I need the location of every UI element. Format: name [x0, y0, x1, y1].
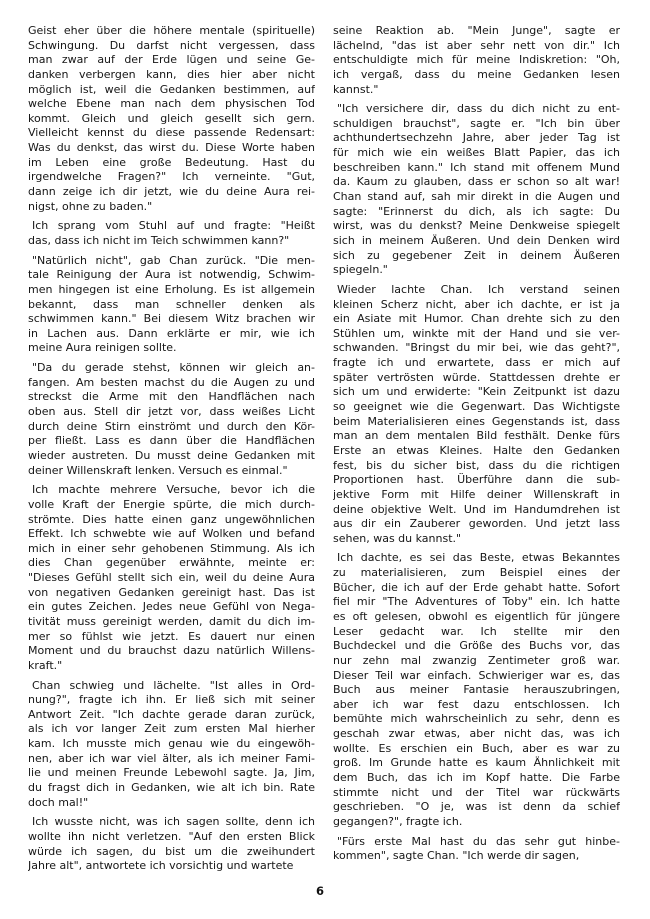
text-line: men hingegen ist eine Erholung. Es ist allgemein — [28, 282, 315, 296]
text-line: Leser gedacht war. Ich stellte mir den — [333, 624, 620, 638]
text-line: kleinen Scherz nicht, aber ich dachte, er ist ja — [333, 297, 620, 311]
text-line: tale Reinigung der Aura ist notwendig, Schwim- — [28, 268, 315, 282]
text-line: fangen. Am besten machst du die Augen zu und — [28, 375, 315, 389]
text-line: kraft." — [28, 658, 63, 672]
text-line: bemühte mich wahrscheinlich zu sehr, denn es — [333, 712, 620, 726]
text-line: nigst, ohne zu baden." — [28, 199, 153, 213]
text-line: Jahre alt", antwortete ich vorsichtig und wartete — [28, 859, 294, 873]
text-line: nen, aber ich war viel älter, als ich meiner Fami- — [28, 751, 315, 765]
text-line: sich in meinem Äußeren. Und dein Denken wird — [333, 233, 620, 247]
paragraph — [28, 254, 315, 356]
text-line: seine Reaktion ab. "Mein Junge", sagte er — [333, 24, 620, 37]
text-line: Ich wusste nicht, was ich sagen sollte, denn ich — [32, 815, 315, 829]
text-line: Effekt. Ich schwebte wie auf Wolken und befand — [28, 527, 315, 541]
text-line: oben aus. Stell dir jetzt vor, dass weißes Licht — [28, 405, 315, 419]
text-line: irgendwelche Fragen?" Ich verneinte. "Gut, — [28, 170, 315, 184]
text-line: sich um und erwiderte: "Kein Zeitpunkt ist dazu — [333, 385, 620, 399]
paragraph — [28, 361, 315, 478]
paragraph — [28, 679, 315, 811]
paragraph — [333, 835, 620, 864]
page-number: 6 — [315, 884, 324, 898]
text-line: danken verbergen kann, dies hier aber nicht — [28, 67, 315, 81]
text-line: deiner Willenskraft lenken. Versuch es einmal." — [28, 463, 288, 477]
text-line: geschrieben. "O je, was ist denn da schief — [333, 800, 620, 814]
text-line: achthundertsechzehn Jahre, aber jeder Tag ist — [333, 131, 620, 145]
text-line: aber ich war fest dazu entschlossen. Ich — [333, 697, 620, 711]
text-line: per fließt. Lass es dann über die Handflächen — [28, 434, 315, 448]
text-line: sich zu gegebener Zeit in deinem Äußeren — [333, 248, 620, 262]
text-line: dem Buch, das ich im Kopf hatte. Die Farbe — [333, 771, 620, 785]
text-line: du fragst dich in Gedanken, wie alt ich bin. Rate — [28, 781, 315, 795]
text-column-left — [28, 24, 315, 879]
text-line: stimmte nicht und der Titel war rückwärts — [333, 785, 620, 799]
text-line: deine objektive Welt. Und im Handumdrehen ist — [333, 502, 620, 516]
text-line: so geeignet wie die Gegenwart. Das Wichtigste — [333, 400, 620, 414]
text-line: als ich vor langer Zeit zum ersten Mal hierher — [28, 722, 315, 736]
paragraph — [28, 815, 315, 874]
text-line: meine Aura reinigen sollte. — [28, 341, 177, 355]
text-line: wieder austreten. Du musst deine Gedanken mit — [28, 448, 315, 462]
text-line: ein gutes Zeichen. Jedes neue Gefühl von Nega- — [28, 600, 315, 614]
paragraph — [333, 102, 620, 278]
text-line: schuldigen brauchst", sagte er. "Ich bin über — [333, 116, 620, 130]
text-line: Vielleicht kennst du diese passende Redensart: — [28, 126, 315, 140]
text-line: jektive Form mit Hilfe deiner Willenskraft in — [333, 487, 620, 501]
text-line: mich in einer sehr gehobenen Stimmung. Als ich — [28, 541, 315, 555]
text-line: spiegeln." — [333, 263, 388, 277]
text-line: möglich ist, weil die Gedanken bestimmen, auf — [28, 82, 315, 96]
text-line: "Da du gerade stehst, können wir gleich an- — [32, 361, 315, 375]
text-line: Moment und du brauchst dazu natürlich Willens- — [28, 644, 315, 658]
text-line: würde ich sagen, du bist um die zweihundert — [28, 844, 315, 858]
text-line: Chan schwieg und lächelte. "Ist alles in Ord- — [32, 678, 315, 692]
text-line: Chan stand auf, sah mir direkt in die Augen und — [333, 190, 620, 204]
text-line: schwimmen kann." Bei diesem Witz brachen wir — [28, 312, 315, 326]
text-line: fragte ich und erwartete, dass er mich auf — [333, 356, 620, 370]
text-line: kam. Ich musste mich genau wie du eingewöh- — [28, 737, 315, 751]
text-line: bekannt, dass man schneller denken als — [28, 297, 315, 311]
text-line: Proportionen hast. Überführe dann die sub- — [333, 473, 620, 487]
text-line: wollte ihn nicht verletzen. "Auf den ersten Blick — [28, 829, 315, 843]
text-line: fest, bis du sicher bist, dass du die richtigen — [333, 458, 620, 472]
text-line: für mich wie ein weißes Blatt Papier, das ich — [333, 146, 620, 160]
text-line: zu materialisieren, zum Beispiel eines der — [333, 566, 620, 580]
paragraph — [28, 24, 315, 214]
text-line: fiel mir "The Adventures of Toby" ein. Ich hatte — [333, 595, 620, 609]
text-line: volle Kraft der Energie spürte, die mich durch- — [28, 497, 315, 511]
text-line: wollte. Es erschien ein Buch, aber es war zu — [333, 741, 620, 755]
text-line: ein Asiate mit Humor. Chan drehte sich zu den — [333, 312, 620, 326]
text-line: lie und meinen Freunde Lebewohl sagte. Ja, Jim, — [28, 766, 315, 780]
paragraph — [333, 283, 620, 547]
text-line: "Natürlich nicht", gab Chan zurück. "Die men- — [32, 253, 315, 267]
text-line: in Lachen aus. Dann erklärte er mir, wie ich — [28, 326, 315, 340]
text-line: welche Ebene man nach dem physischen Tod — [28, 97, 315, 111]
text-line: dann zeige ich dir jetzt, wie du deine Aura rei- — [28, 185, 315, 199]
text-line: tivität muss gereinigt werden, damit du dich im- — [28, 614, 315, 628]
text-line: aus dir ein Zauberer geworden. Und jetzt lass — [333, 517, 620, 531]
text-line: kannst." — [333, 82, 379, 96]
text-line: kommen", sagte Chan. "Ich werde dir sagen, — [333, 849, 580, 863]
text-line: Wieder lachte Chan. Ich verstand seinen — [337, 282, 620, 296]
text-line: geschah zwar etwas, aber nicht das, was ich — [333, 727, 620, 741]
text-line: da. Kaum zu glauben, dass er schon so alt war! — [333, 175, 620, 189]
paragraph — [28, 219, 315, 248]
text-line: von negativen Gedanken gereinigt hast. Das ist — [28, 585, 315, 599]
text-line: Ich sprang vom Stuhl auf und fragte: "Heißt — [32, 219, 315, 233]
text-line: Stühlen um, winkte mit der Hand und sie ver- — [333, 326, 620, 340]
text-line: es oft gelesen, obwohl es eigentlich für jüngere — [333, 609, 620, 623]
text-line: Schwingung. Du darfst nicht vergessen, dass — [28, 38, 315, 52]
text-line: schwanden. "Bringst du mir bei, wie das geht?", — [333, 341, 620, 355]
text-line: später vertrösten würde. Stattdessen drehte er — [333, 370, 620, 384]
text-line: im Leben eine große Bedeutung. Hast du — [28, 155, 315, 169]
text-line: das, dass ich nicht im Teich schwimmen kann?" — [28, 233, 290, 247]
text-line: nur zehn mal zwanzig Zentimeter groß war. — [333, 653, 620, 667]
text-line: entschuldigte mich für meine Indiskretion: "Oh, — [333, 53, 620, 67]
text-line: "Fürs erste Mal hast du das sehr gut hinbe- — [337, 834, 620, 848]
text-line: beim Materialisieren eines Gegenstands ist, dass — [333, 414, 620, 428]
text-line: wirst, was du denkst? Meine Denkweise spiegelt — [333, 219, 620, 233]
text-line: groß. Im Grunde hatte es kaum Ähnlichkeit mit — [333, 756, 620, 770]
text-line: streckst die Arme mit den Handflächen nach — [28, 390, 315, 404]
text-line: "Ich versichere dir, dass du dich nicht zu ent- — [337, 102, 620, 116]
paragraph — [333, 551, 620, 829]
text-line: durch deine Stirn einströmt und durch den Kör- — [28, 419, 315, 433]
text-line: sagte: "Erinnerst du dich, als ich sagte: Du — [333, 204, 620, 218]
text-line: Ich machte mehrere Versuche, bevor ich die — [32, 483, 315, 497]
text-line: gegangen?", fragte ich. — [333, 814, 463, 828]
paragraph — [28, 483, 315, 673]
text-line: kommt. Gleich und gleich gesellt sich gern. — [28, 111, 315, 125]
text-line: man zwar auf der Erde lügen und seine Ge- — [28, 53, 315, 67]
text-line: dies Chan gegenüber erwähnte, meinte er: — [28, 556, 315, 570]
text-line: "Dieses Gefühl stellt sich ein, weil du deine Aura — [28, 571, 315, 585]
text-line: doch mal!" — [28, 795, 89, 809]
text-line: beschreiben kann." Ich stand mit offenem Mund — [333, 160, 620, 174]
text-line: Was du denkst, das wirst du. Diese Worte haben — [28, 141, 315, 155]
text-columns — [28, 24, 620, 879]
text-line: Dieser Teil war einfach. Schwieriger war es, das — [333, 668, 620, 682]
paragraph — [333, 24, 620, 97]
text-column-right — [333, 24, 620, 879]
text-line: Geist eher über die höhere mentale (spirituelle) — [28, 24, 315, 37]
text-line: Erste an etwas Kleines. Halte den Gedanken — [333, 443, 620, 457]
text-line: mer so fühlst wie jetzt. Es dauert nur einen — [28, 629, 315, 643]
text-line: ich vergaß, dass du meine Gedanken lesen — [333, 67, 620, 81]
text-line: strömte. Dies hatte einen ganz ungewöhnlichen — [28, 512, 315, 526]
text-line: sehen, was du kannst." — [333, 531, 462, 545]
text-line: lächelnd, "das ist aber sehr nett von dir." Ich — [333, 38, 620, 52]
text-line: Ich dachte, es sei das Beste, etwas Bekanntes — [337, 551, 620, 565]
text-line: Bücher, die ich auf der Erde gehabt hatte. Sofort — [333, 580, 620, 594]
text-line: Buch aus meiner Fantasie herauszubringen, — [333, 683, 620, 697]
text-line: man an dem mentalen Bild festhält. Denke fürs — [333, 429, 620, 443]
text-line: nung?", fragte ich ihn. Er ließ sich mit seiner — [28, 693, 315, 707]
text-line: Buchdeckel und die Größe des Buchs vor, das — [333, 639, 620, 653]
text-line: Antwort Zeit. "Ich dachte gerade daran zurück, — [28, 707, 315, 721]
